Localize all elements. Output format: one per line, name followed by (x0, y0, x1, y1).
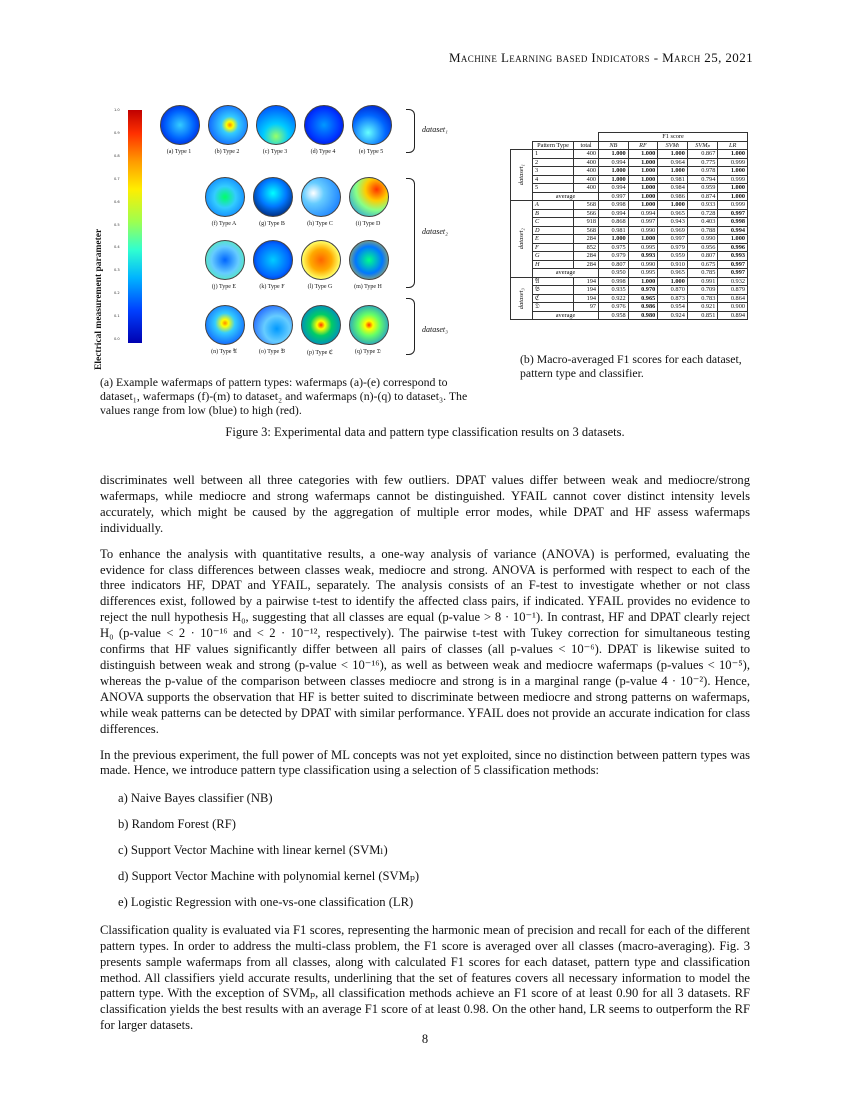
table-row (511, 269, 748, 278)
table-cell: 5 (533, 184, 574, 193)
table-cell: 0.979 (658, 243, 688, 252)
wafermap-label: (l) Type G (307, 284, 333, 290)
table-cell: 0.999 (718, 175, 748, 184)
dataset-name: dataset₃ (517, 287, 525, 309)
table-row (511, 311, 748, 320)
dataset-name: dataset₂ (517, 228, 525, 250)
colorbar-tick: 0.9 (114, 130, 120, 135)
table-row (511, 175, 748, 184)
wafermap-label: (h) Type C (307, 221, 333, 227)
table-cell: 0.997 (658, 235, 688, 244)
table-cell: 0.997 (718, 209, 748, 218)
table-cell: D (533, 226, 574, 235)
table-cell: 0.910 (658, 260, 688, 269)
brace-dataset3 (406, 298, 415, 355)
list-item: a) Naive Bayes classifier (NB) (118, 791, 273, 806)
brace-dataset2 (406, 178, 415, 288)
table-cell: 0.975 (599, 243, 629, 252)
table-cell: 0.997 (628, 218, 658, 227)
table-cell: 0.959 (687, 184, 718, 193)
list-item: c) Support Vector Machine with linear kernel (SVMₗ) (118, 843, 388, 858)
table-cell: 0.956 (687, 243, 718, 252)
colorbar-tick: 0.4 (114, 245, 120, 250)
list-item: d) Support Vector Machine with polynomial kernel (SVMₚ) (118, 869, 420, 884)
wafermap-label: (e) Type 5 (358, 149, 384, 155)
col-rf: RF (628, 141, 658, 150)
figure-caption: Figure 3: Experimental data and pattern type classification results on 3 datasets. (225, 425, 625, 439)
running-header: Machine Learning based Indicators - March 25, 2021 (448, 50, 753, 65)
table-cell: 1.000 (628, 158, 658, 167)
table-cell: 0.981 (599, 226, 629, 235)
table-cell: E (533, 235, 574, 244)
table-cell: ℭ (533, 294, 574, 303)
dataset2-label: dataset₂ (422, 227, 448, 236)
colorbar-label: Electrical measurement parameter (94, 228, 104, 370)
table-cell: 0.964 (658, 158, 688, 167)
table-cell: 0.994 (599, 158, 629, 167)
dataset1-label: dataset₁ (422, 125, 448, 134)
f1-table-container (510, 132, 755, 320)
wafermap (205, 305, 245, 345)
table-cell: 284 (574, 252, 599, 261)
table-cell: 284 (574, 235, 599, 244)
wafermap (205, 177, 245, 217)
wafermap (349, 177, 389, 217)
figure-a-caption: (a) Example wafermaps of pattern types: wafermaps (a)-(e) correspond to dataset₁, wafermaps (f)-(m) to dataset₂ and wafermaps (n)-(q) to dataset₃. The values range from low (blue) to high (red). (100, 375, 468, 417)
table-cell: 194 (574, 294, 599, 303)
table-cell: 0.995 (628, 243, 658, 252)
table-cell: 852 (574, 243, 599, 252)
wafermap-label: (p) Type ℭ (306, 350, 333, 356)
table-cell: 918 (574, 218, 599, 227)
table-cell: 1 (533, 150, 574, 159)
table-cell: 1.000 (628, 184, 658, 193)
table-cell: 0.999 (718, 201, 748, 210)
table-cell: 3 (533, 167, 574, 176)
table-cell: 0.943 (658, 218, 688, 227)
table-cell: 0.794 (687, 175, 718, 184)
colorbar-tick: 0.7 (114, 176, 120, 181)
table-row (511, 158, 748, 167)
table-cell: 566 (574, 209, 599, 218)
table-row (511, 201, 748, 210)
table-cell: 284 (574, 260, 599, 269)
paragraph: discriminates well between all three categories with few outliers. DPAT values differ between weak and mediocre/strong wafermaps, while mediocre and strong wafermaps cannot be distinguished. YFAIL cannot cover distinct intensity levels accurately, which might be caused by the aggregation of multiple error modes, while DPAT and HF assess wafermaps individually. (100, 473, 750, 535)
wafermap-label: (c) Type 3 (262, 149, 288, 155)
colorbar-tick: 0.8 (114, 153, 120, 158)
table-b-caption: (b) Macro-averaged F1 scores for each dataset, pattern type and classifier. (520, 352, 742, 380)
col-svml: SVMₗ (658, 141, 688, 150)
table-row (511, 294, 748, 303)
table-cell: 𝔇 (533, 303, 574, 312)
dataset-group-label (511, 277, 533, 320)
table-cell: 0.864 (718, 294, 748, 303)
table-row (511, 252, 748, 261)
table-cell: average (533, 192, 599, 201)
table-cell: 0.994 (599, 209, 629, 218)
table-row (511, 218, 748, 227)
table-cell: 97 (574, 303, 599, 312)
table-cell: 0.807 (599, 260, 629, 269)
table-cell: 0.984 (658, 184, 688, 193)
table-cell: 0.965 (658, 209, 688, 218)
table-cell: 0.965 (658, 269, 688, 278)
table-cell: C (533, 218, 574, 227)
dataset3-label: dataset₃ (422, 325, 448, 334)
table-row (511, 167, 748, 176)
table-cell: 0.788 (687, 226, 718, 235)
table-cell: 0.403 (687, 218, 718, 227)
table-row (511, 286, 748, 295)
table-cell: 1.000 (718, 167, 748, 176)
table-cell: average (533, 269, 599, 278)
table-cell: 0.991 (687, 277, 718, 286)
table-cell: 0.935 (599, 286, 629, 295)
paragraph: In the previous experiment, the full power of ML concepts was not yet exploited, since no distinction between pattern types was made. Hence, we introduce pattern type classification using a selection of 5 classification methods: (100, 747, 750, 778)
table-cell: 0.993 (628, 252, 658, 261)
wafermap-label: (g) Type B (259, 221, 285, 227)
table-cell: 1.000 (658, 150, 688, 159)
wafermap (301, 305, 341, 345)
table-cell: 0.783 (687, 294, 718, 303)
table-cell: 1.000 (599, 235, 629, 244)
table-cell: 4 (533, 175, 574, 184)
table-cell: 0.995 (628, 269, 658, 278)
table-cell: 0.980 (628, 311, 658, 320)
table-cell: 0.879 (718, 286, 748, 295)
wafermap (349, 240, 389, 280)
table-cell: 1.000 (658, 277, 688, 286)
table-cell: A (533, 201, 574, 210)
f1-group-header: F1 score (599, 133, 748, 142)
table-cell: G (533, 252, 574, 261)
table-row (511, 192, 748, 201)
table-row (511, 226, 748, 235)
table-cell: 0.986 (658, 192, 688, 201)
table-cell: 0.785 (687, 269, 718, 278)
wafermap-label: (j) Type E (211, 284, 237, 290)
colorbar-tick: 0.5 (114, 222, 120, 227)
table-cell: 1.000 (599, 167, 629, 176)
wafermap-label: (b) Type 2 (214, 149, 240, 155)
dataset-group-label (511, 150, 533, 201)
table-row (511, 260, 748, 269)
col-lr: LR (718, 141, 748, 150)
wafermap (304, 105, 344, 145)
page-number: 8 (421, 1032, 429, 1046)
brace-dataset1 (406, 109, 415, 153)
classifier-list (100, 791, 750, 911)
wafermap (253, 177, 293, 217)
table-row (511, 150, 748, 159)
wafermap (253, 240, 293, 280)
colorbar-tick: 0.1 (114, 314, 120, 319)
table-cell: 400 (574, 158, 599, 167)
table-cell: 1.000 (718, 184, 748, 193)
colorbar (128, 110, 142, 343)
table-cell: 1.000 (658, 201, 688, 210)
table-cell: average (533, 311, 599, 320)
table-cell: 0.986 (628, 303, 658, 312)
wafermap (301, 177, 341, 217)
table-cell: 1.000 (658, 167, 688, 176)
table-cell: 0.994 (599, 184, 629, 193)
colorbar-tick: 0.6 (114, 199, 120, 204)
col-pattern-type: Pattern Type (533, 141, 574, 150)
table-cell: 0.965 (628, 294, 658, 303)
table-cell: 0.922 (599, 294, 629, 303)
table-cell: 0.950 (599, 269, 629, 278)
table-cell: 0.996 (718, 243, 748, 252)
list-item: b) Random Forest (RF) (118, 817, 236, 832)
table-cell: 0.894 (718, 311, 748, 320)
table-cell: 0.993 (718, 252, 748, 261)
wafermap-label: (a) Type 1 (166, 149, 192, 155)
wafermap-label: (f) Type A (211, 221, 237, 227)
table-cell: 1.000 (628, 150, 658, 159)
table-row (511, 277, 748, 286)
table-cell: 568 (574, 201, 599, 210)
paragraph: Classification quality is evaluated via F1 scores, representing the harmonic mean of precision and recall for each of the different pattern types. In order to address the multi-class problem, the F1 score is averaged over all classes (macro-averaging). Fig. 3 presents sample wafermaps from all classes, along with calculated F1 scores for each dataset, pattern type and classification method. All classifiers yield accurate results, underlining that the set of features covers all necessary information to model the pattern type. With the exception of SVMₚ, all classification methods achieve an F1 score of at least 0.90 for all 3 datasets. RF classification yields the best results with an average F1 score of at least 0.98. On the other hand, LR seems to outperform the RF for larger datasets. (100, 922, 750, 1033)
colorbar-tick: 0.2 (114, 291, 120, 296)
table-cell: 0.997 (718, 269, 748, 278)
dataset-group-label (511, 201, 533, 278)
table-cell: 1.000 (718, 235, 748, 244)
table-cell: 1.000 (628, 167, 658, 176)
table-cell: 𝔅 (533, 286, 574, 295)
col-total: total (574, 141, 599, 150)
table-cell: 0.675 (687, 260, 718, 269)
table-cell: 1.000 (628, 277, 658, 286)
table-cell: 1.000 (718, 192, 748, 201)
table-cell: 0.978 (687, 167, 718, 176)
wafermap (205, 240, 245, 280)
table-cell: 568 (574, 226, 599, 235)
wafermap (160, 105, 200, 145)
table-cell: 0.921 (687, 303, 718, 312)
table-cell: 0.954 (658, 303, 688, 312)
table-cell: 0.870 (658, 286, 688, 295)
table-row (511, 184, 748, 193)
table-cell: 0.990 (628, 260, 658, 269)
table-row (511, 243, 748, 252)
wafermap-label: (n) Type 𝔄 (211, 349, 237, 355)
table-cell: 1.000 (628, 201, 658, 210)
wafermap-figure (94, 105, 510, 370)
wafermap-label: (d) Type 4 (310, 149, 336, 155)
table-cell: 0.867 (687, 150, 718, 159)
table-cell: 𝔄 (533, 277, 574, 286)
table-cell: 0.851 (687, 311, 718, 320)
table-cell: 194 (574, 286, 599, 295)
table-cell: 0.924 (658, 311, 688, 320)
table-cell: 0.900 (718, 303, 748, 312)
wafermap-label: (k) Type F (259, 284, 285, 290)
table-cell: 0.933 (687, 201, 718, 210)
table-cell: 0.970 (628, 286, 658, 295)
colorbar-tick: 0.0 (114, 337, 120, 341)
table-row (511, 235, 748, 244)
wafermap (352, 105, 392, 145)
table-cell: 0.969 (658, 226, 688, 235)
table-row (511, 209, 748, 218)
table-cell: 194 (574, 277, 599, 286)
table-cell: 400 (574, 167, 599, 176)
paragraph: To enhance the analysis with quantitative results, a one-way analysis of variance (ANOVA) is performed, evaluating the evidence for class differences between classes weak, mediocre and strong. ANOVA is performed with respect to each of the three indicators HF, DPAT and YFAIL, separately. The analysis consists of an F-test to investigate whether or not class differences exist, followed by a pairwise t-test to identify the affected class pairs, if indicated. YFAIL provides no evidence to reject the null hypothesis H₀, suggesting that all classes are equal (p-value > 8 · 10⁻¹). In contrast, HF and DPAT clearly reject H₀ (p-value < 2 · 10⁻¹⁶ and < 2 · 10⁻¹², respectively). The pairwise t-test with Tukey correction for simultaneous testing confirms that HF values significantly differ between all pairs of classes (all p-values < 10⁻⁶). DPAT is likewise suited to distinguish between weak and strong (p-value < 10⁻¹⁶), as well as between weak and mediocre wafermaps (p-values < 10⁻⁵), whereas the p-value of the comparison between classes mediocre and strong is in a marginal range (p-value 4 · 10⁻²). Hence, ANOVA supports the observation that HF is better suited to discriminate between mediocre and strong patterns on wafermaps, while weak patterns can be detected by DPAT with similar performance. YFAIL does not provide an accurate indication for class differences. (100, 546, 750, 736)
table-cell: 400 (574, 184, 599, 193)
f1-score-table (510, 132, 748, 320)
table-cell: 0.976 (599, 303, 629, 312)
table-cell: 0.775 (687, 158, 718, 167)
wafermap (208, 105, 248, 145)
wafermap-label: (q) Type 𝔇 (354, 349, 382, 355)
table-cell: B (533, 209, 574, 218)
table-cell: 0.807 (687, 252, 718, 261)
table-cell: H (533, 260, 574, 269)
table-cell: 1.000 (628, 175, 658, 184)
table-cell: 0.709 (687, 286, 718, 295)
table-cell: 0.990 (687, 235, 718, 244)
table-cell: 0.979 (599, 252, 629, 261)
col-svmp: SVMₚ (687, 141, 718, 150)
table-cell: 0.998 (599, 277, 629, 286)
table-cell: 0.868 (599, 218, 629, 227)
table-cell: 0.994 (718, 226, 748, 235)
table-cell: 0.994 (628, 209, 658, 218)
table-cell: 1.000 (628, 192, 658, 201)
table-cell: 0.981 (658, 175, 688, 184)
table-cell: 0.998 (718, 218, 748, 227)
table-cell: 0.959 (658, 252, 688, 261)
table-cell: F (533, 243, 574, 252)
table-cell: 1.000 (599, 175, 629, 184)
table-cell: 0.958 (599, 311, 629, 320)
colorbar-tick: 0.3 (114, 268, 120, 273)
table-cell: 0.874 (687, 192, 718, 201)
table-cell: 0.728 (687, 209, 718, 218)
table-cell: 400 (574, 150, 599, 159)
list-item: e) Logistic Regression with one-vs-one classification (LR) (118, 894, 414, 909)
wafermap (253, 305, 293, 345)
wafermap (301, 240, 341, 280)
dataset-name: dataset₁ (517, 164, 525, 186)
wafermap-label: (m) Type H (354, 284, 382, 290)
wafermap (256, 105, 296, 145)
body-text (100, 473, 750, 1044)
table-cell: 400 (574, 175, 599, 184)
wafermap (349, 305, 389, 345)
col-nb: NB (599, 141, 629, 150)
table-cell: 0.997 (599, 192, 629, 201)
table-cell: 0.990 (628, 226, 658, 235)
table-row (511, 303, 748, 312)
wafermap-label: (o) Type 𝔅 (258, 349, 286, 355)
table-cell: 2 (533, 158, 574, 167)
wafermap-label: (i) Type D (355, 221, 381, 227)
table-cell: 0.873 (658, 294, 688, 303)
table-cell: 1.000 (628, 235, 658, 244)
table-cell: 1.000 (718, 150, 748, 159)
colorbar-tick: 1.0 (114, 108, 120, 112)
table-cell: 0.999 (718, 158, 748, 167)
table-cell: 0.998 (599, 201, 629, 210)
table-cell: 1.000 (599, 150, 629, 159)
table-cell: 0.997 (718, 260, 748, 269)
table-cell: 0.932 (718, 277, 748, 286)
